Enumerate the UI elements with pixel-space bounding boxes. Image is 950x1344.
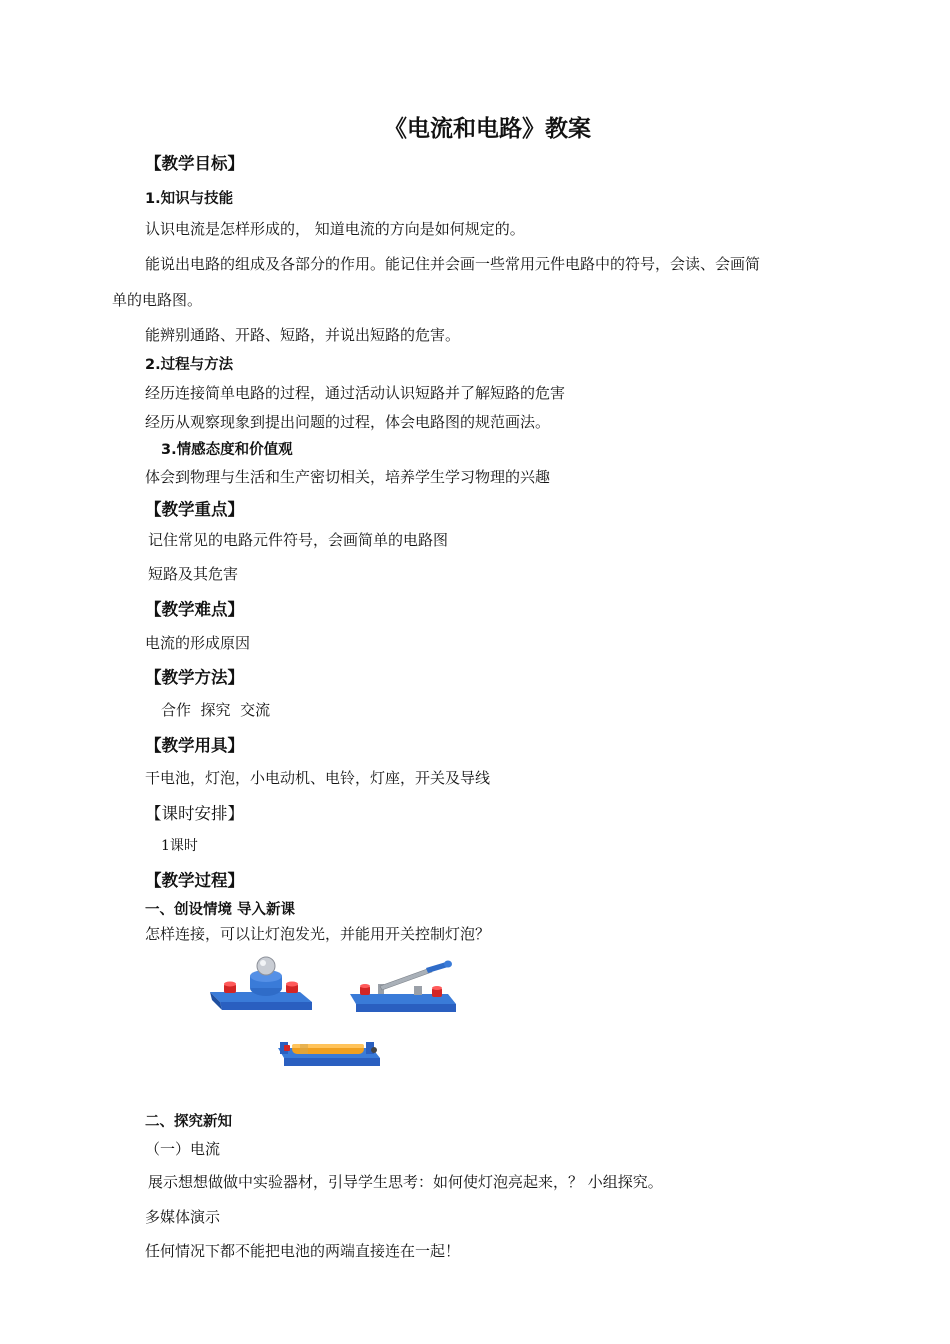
key-point-2: 短路及其危害 xyxy=(148,565,239,583)
part1-text: 怎样连接，可以让灯泡发光，并能用开关控制灯泡？ xyxy=(145,925,491,943)
tool-items: 干电池，灯泡，小电动机、电铃，灯座，开关及导线 xyxy=(145,769,491,787)
battery-holder-icon xyxy=(278,1042,380,1066)
key-points-heading: 【教学重点】 xyxy=(145,500,244,519)
knowledge-item-1: 认识电流是怎样形成的， 知道电流的方向是如何规定的。 xyxy=(145,220,525,238)
sub1-heading: （一）电流 xyxy=(145,1140,221,1158)
bulb-holder-icon xyxy=(210,957,312,1010)
sub1-text-2: 多媒体演示 xyxy=(145,1208,221,1226)
method-items: 合作 探究 交流 xyxy=(161,701,271,719)
process-method-item-2: 经历从观察现象到提出问题的过程，体会电路图的规范画法。 xyxy=(145,413,551,431)
process-heading: 【教学过程】 xyxy=(145,871,244,890)
sub1-text-1: 展示想想做做中实验器材，引导学生思考：如何使灯泡亮起来，？ 小组探究。 xyxy=(148,1173,663,1191)
part2-heading: 二、探究新知 xyxy=(145,1114,232,1130)
methods-heading: 【教学方法】 xyxy=(145,668,244,687)
emotion-heading: 3.情感态度和价值观 xyxy=(161,442,293,458)
knowledge-heading: 1.知识与技能 xyxy=(145,191,234,207)
tools-heading: 【教学用具】 xyxy=(145,736,244,755)
knowledge-item-2a: 能说出电路的组成及各部分的作用。能记住并会画一些常用元件电路中的符号，会读、会画简 xyxy=(145,255,761,273)
schedule-heading: 【课时安排】 xyxy=(145,804,244,823)
sub1-text-3: 任何情况下都不能把电池的两端直接连在一起！ xyxy=(145,1242,461,1260)
circuit-components-figure xyxy=(200,950,470,1080)
schedule-item: 1课时 xyxy=(161,838,198,854)
emotion-item-1: 体会到物理与生活和生产密切相关，培养学生学习物理的兴趣 xyxy=(145,468,551,486)
knowledge-item-2b: 单的电路图。 xyxy=(112,291,203,309)
difficulty-1: 电流的形成原因 xyxy=(145,634,251,652)
knife-switch-icon xyxy=(350,961,456,1013)
process-method-item-1: 经历连接简单电路的过程，通过活动认识短路并了解短路的危害 xyxy=(145,384,566,402)
key-point-1: 记住常见的电路元件符号，会画简单的电路图 xyxy=(148,531,449,549)
objectives-heading: 【教学目标】 xyxy=(145,154,244,173)
difficulties-heading: 【教学难点】 xyxy=(145,600,244,619)
process-method-heading: 2.过程与方法 xyxy=(145,357,234,373)
knowledge-item-3: 能辨别通路、开路、短路，并说出短路的危害。 xyxy=(145,326,461,344)
part1-heading: 一、创设情境 导入新课 xyxy=(145,902,296,918)
page-title: 《电流和电路》教案 xyxy=(384,116,591,142)
